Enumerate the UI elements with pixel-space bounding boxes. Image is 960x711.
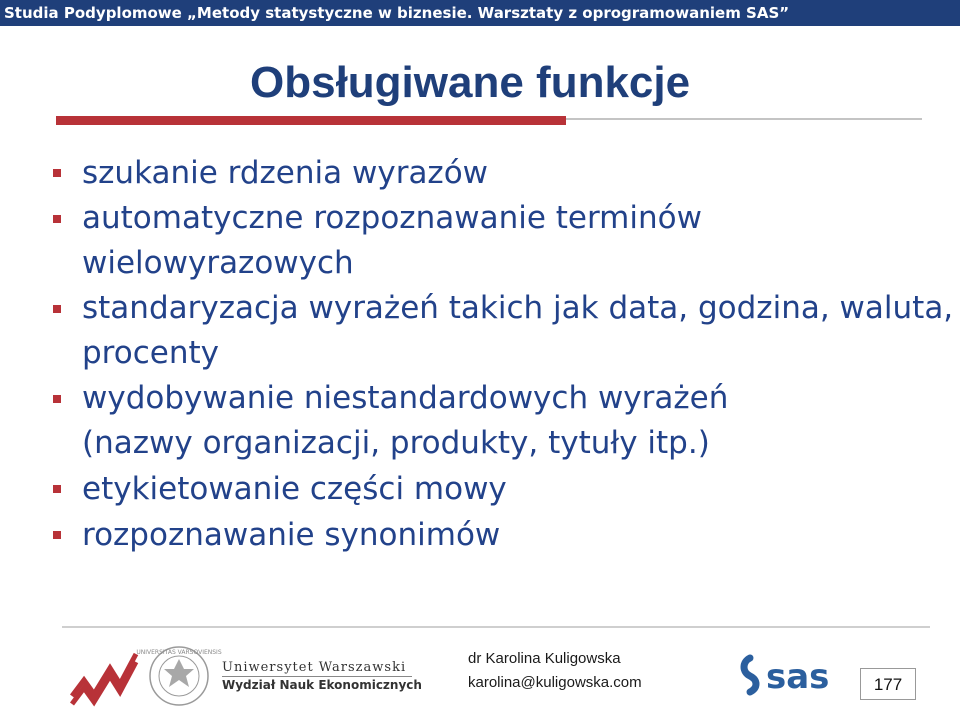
sas-logo-icon xyxy=(740,652,852,702)
square-bullet-icon xyxy=(53,169,61,177)
university-seal-icon xyxy=(136,645,222,711)
slide-title: Obsługiwane funkcje xyxy=(250,58,691,107)
list-item xyxy=(50,376,955,466)
footer-divider xyxy=(62,626,930,628)
list-item xyxy=(50,196,955,286)
list-item xyxy=(50,512,955,558)
bullet-text: etykietowanie części mowy xyxy=(82,471,507,507)
author-name: dr Karolina Kuligowska xyxy=(468,650,621,667)
bullet-text: rozpoznawanie synonimów xyxy=(82,517,501,553)
sas-logo-text: sas xyxy=(766,657,830,697)
list-item xyxy=(50,286,955,376)
square-bullet-icon xyxy=(53,485,61,493)
bullet-text: standaryzacja wyrażeń takich jak data, godzina, waluta, procenty xyxy=(82,290,954,371)
header-bar xyxy=(0,0,960,26)
bullet-text: szukanie rdzenia wyrazów xyxy=(82,155,489,191)
university-name: Uniwersytet Warszawski xyxy=(222,660,407,675)
bullet-text: wydobywanie niestandardowych wyrażeń (nazwy organizacji, produkty, tytuły itp.) xyxy=(82,380,729,461)
list-item xyxy=(50,466,955,512)
faculty-name: Wydział Nauk Ekonomicznych xyxy=(222,678,422,692)
bullet-text: automatyczne rozpoznawanie terminów wielowyrazowych xyxy=(82,200,702,281)
list-item xyxy=(50,150,955,196)
square-bullet-icon xyxy=(53,305,61,313)
square-bullet-icon xyxy=(53,395,61,403)
bullet-list xyxy=(50,150,955,558)
header-text: Studia Podyplomowe „Metody statystyczne w biznesie. Warsztaty z oprogramowaniem SAS” xyxy=(4,4,790,22)
author-email: karolina@kuligowska.com xyxy=(468,674,642,691)
wne-logo-icon xyxy=(70,650,140,710)
title-accent-bar xyxy=(56,116,566,125)
seal-text: UNIVERSITAS VARSOVIENSIS xyxy=(136,649,222,656)
university-divider xyxy=(222,676,412,677)
square-bullet-icon xyxy=(53,531,61,539)
square-bullet-icon xyxy=(53,215,61,223)
page-number: 177 xyxy=(860,668,916,700)
